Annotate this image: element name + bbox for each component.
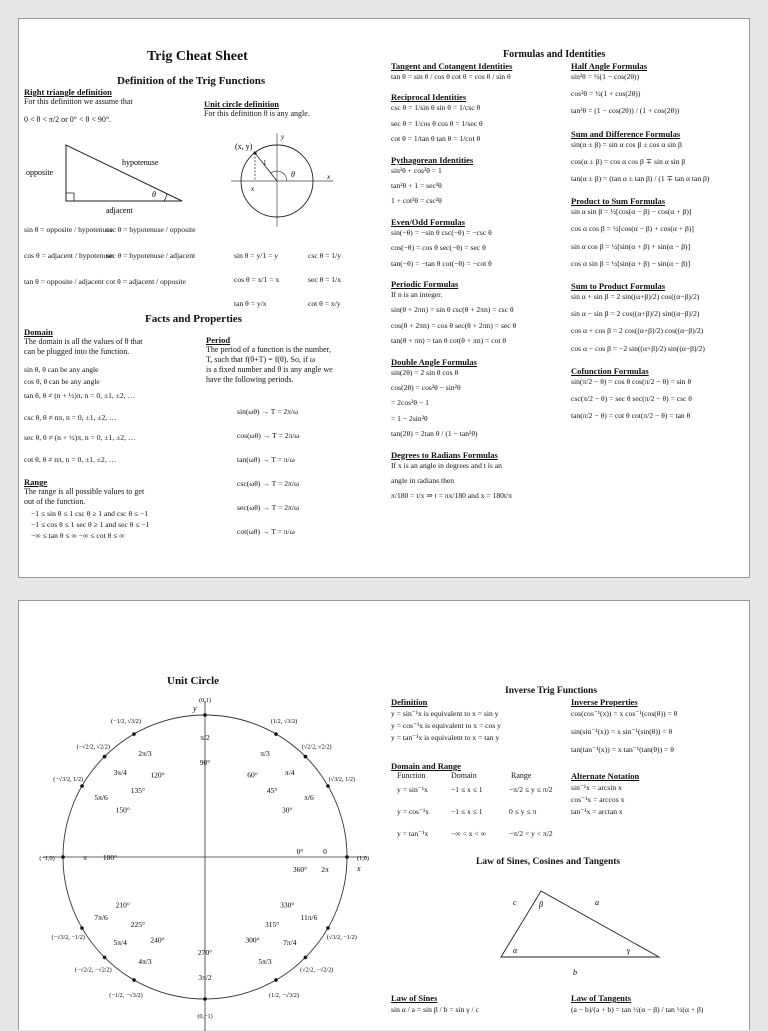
formula-section-heading: Cofunction Formulas — [571, 365, 649, 376]
right-triangle-condition: 0 < θ < π/2 or 0° < θ < 90°. — [24, 115, 112, 124]
unit-circle-point — [304, 956, 308, 960]
domain-text-1: The domain is all the values of θ that — [24, 337, 143, 346]
coordinate-label: (√3/2, 1/2) — [328, 776, 356, 783]
unit-circle-small-diagram — [227, 129, 337, 229]
formula-section-heading: Sum to Product Formulas — [571, 281, 666, 291]
period-heading: Period — [206, 335, 231, 345]
formula-line: angle in radians then — [391, 476, 455, 485]
domain-range-cell: −∞ < x < ∞ — [451, 829, 487, 838]
formula-line: tan(α ± β) = (tan α ± tan β) / (1 ∓ tan α tan β) — [571, 174, 710, 183]
coordinate-label: (1,0) — [357, 855, 369, 862]
period-line: cot(ωθ) → T = π/ω — [237, 527, 295, 536]
law-of-sines-heading: Law of Sines — [391, 993, 438, 1003]
formula-line: tan(θ + πn) = tan θ cot(θ + πn) = cot θ — [391, 336, 507, 346]
svg-text:β: β — [539, 900, 543, 909]
coordinate-label: (√3/2, −1/2) — [326, 934, 357, 941]
formula-tan: tan θ = opposite / adjacent — [24, 277, 104, 286]
svg-text:y: y — [281, 133, 285, 141]
svg-text:θ: θ — [291, 170, 295, 179]
formula-section-heading: Tangent and Cotangent Identities — [391, 61, 513, 71]
coordinate-label: (−1/2, −√3/2) — [109, 991, 143, 999]
domain-line: tan θ, θ ≠ (n + ½)π, n = 0, ±1, ±2, … — [24, 391, 136, 400]
page-title: Trig Cheat Sheet — [147, 49, 248, 64]
range-text: out of the function. — [24, 497, 86, 506]
domain-line: sec θ, θ ≠ (n + ½)π, n = 0, ±1, ±2, … — [24, 433, 136, 442]
radian-label: 4π/3 — [138, 956, 152, 966]
coordinate-label: (√2/2, √2/2) — [301, 743, 332, 751]
inverse-def-line: y = sin⁻¹x is equivalent to x = sin y — [391, 709, 499, 718]
formula-line: tan(−θ) = −tan θ cot(−θ) = −cot θ — [391, 258, 492, 268]
formula-line: cos²θ = ½(1 + cos(2θ)) — [571, 89, 641, 99]
formula-line: tan θ = sin θ / cos θ cot θ = cos θ / sin θ — [391, 72, 511, 81]
period-line: csc(ωθ) → T = 2π/ω — [237, 479, 299, 488]
formula-line: tan²θ = (1 − cos(2θ)) / (1 + cos(2θ)) — [571, 106, 680, 116]
inverse-properties-heading: Inverse Properties — [571, 697, 638, 707]
theta-label: θ — [152, 190, 156, 199]
formula-section-heading: Product to Sum Formulas — [571, 196, 666, 207]
formula-line: cos(2θ) = cos²θ − sin²θ — [391, 383, 461, 392]
degree-label: 270° — [197, 948, 213, 957]
unit-circle-point — [203, 713, 207, 717]
range-heading: Range — [24, 477, 48, 487]
dr-col-function: Function — [397, 771, 426, 780]
law-of-sines: sin α / a = sin β / b = sin γ / c — [391, 1005, 479, 1014]
inverse-prop-line: cos(cos⁻¹(x)) = x cos⁻¹(cos(θ)) = θ — [571, 709, 678, 718]
cheat-sheet-page-2 — [18, 600, 750, 1030]
facts-heading: Facts and Properties — [145, 313, 242, 325]
formula-line: tan²θ + 1 = sec²θ — [391, 181, 442, 190]
degree-label: 240° — [150, 935, 165, 945]
range-line: −1 ≤ sin θ ≤ 1 csc θ ≥ 1 and csc θ ≤ −1 — [31, 509, 149, 518]
period-text: have the following periods. — [206, 375, 294, 384]
degree-label: 135° — [130, 785, 145, 795]
degree-label: 210° — [115, 900, 130, 910]
formula-line: tan(2θ) = 2tan θ / (1 − tan²θ) — [391, 429, 478, 439]
coordinate-label: (−√3/2, −1/2) — [51, 934, 85, 941]
unit-circle-point — [345, 855, 349, 859]
radian-label: π/4 — [285, 768, 295, 778]
domain-range-cell: −π/2 < y < π/2 — [509, 829, 553, 838]
unit-circle-point — [103, 956, 107, 960]
domain-heading: Domain — [24, 327, 53, 337]
formula-line: sin²θ = ½(1 − cos(2θ)) — [571, 72, 640, 81]
formula-line: cos α cos β = ½[cos(α − β) + cos(α + β)] — [571, 224, 694, 234]
domain-range-cell: 0 ≤ y ≤ π — [509, 807, 537, 816]
formula-section-heading: Sum and Difference Formulas — [571, 128, 681, 139]
domain-text-2: can be plugged into the function. — [24, 347, 130, 356]
formula-cos: cos θ = adjacent / hypotenuse — [24, 251, 114, 260]
unit-circle-point — [80, 926, 84, 930]
formula-line: If x is an angle in degrees and t is an — [391, 460, 502, 470]
formula-section-heading: Even/Odd Formulas — [391, 216, 465, 227]
degree-label: 180° — [102, 853, 118, 862]
formula-line: sin α + sin β = 2 sin((α+β)/2) cos((α−β)/2) — [571, 292, 700, 301]
formula-line: tan(π/2 − θ) = cot θ cot(π/2 − θ) = tan θ — [571, 411, 691, 421]
formula-line: cos α sin β = ½[sin(α + β) − sin(α − β)] — [571, 258, 691, 268]
degree-label: 150° — [115, 805, 130, 815]
unit-circle-point — [132, 732, 136, 736]
inverse-prop-line: sin(sin⁻¹(x)) = x sin⁻¹(sin(θ)) = θ — [571, 727, 673, 736]
formula-line: If n is an integer. — [391, 290, 443, 299]
degree-label: 300° — [245, 935, 260, 945]
coordinate-label: (−√2/2, √2/2) — [76, 743, 110, 751]
formula-line: sin α cos β = ½[sin(α + β) + sin(α − β)] — [571, 241, 691, 251]
range-line: −1 ≤ cos θ ≤ 1 sec θ ≥ 1 and sec θ ≤ −1 — [31, 520, 150, 529]
formula-line: cos α − cos β = −2 sin((α+β)/2) sin((α−β)/2) — [571, 343, 705, 353]
definition-heading: Definition of the Trig Functions — [117, 75, 266, 87]
degree-label: 0° — [296, 847, 304, 856]
svg-text:c: c — [513, 898, 517, 907]
radian-label: π/6 — [304, 793, 314, 802]
formulas-heading: Formulas and Identities — [503, 49, 606, 60]
svg-text:(x, y): (x, y) — [235, 142, 253, 151]
uc-cot: cot θ = x/y — [308, 299, 341, 308]
period-line: sin(ωθ) → T = 2π/ω — [237, 407, 299, 416]
period-text: The period of a function is the number, — [206, 345, 331, 354]
svg-text:x: x — [327, 173, 331, 181]
degree-label: 330° — [280, 900, 295, 910]
domain-line: csc θ, θ ≠ nπ, n = 0, ±1, ±2, … — [24, 413, 117, 422]
formula-line: cos(α ± β) = cos α cos β ∓ sin α sin β — [571, 156, 686, 166]
formula-section-heading: Double Angle Formulas — [391, 356, 477, 367]
unit-circle-point — [326, 926, 330, 930]
formula-line: cos α + cos β = 2 cos((α+β)/2) cos((α−β)/2) — [571, 326, 704, 336]
formula-line: sin α − sin β = 2 cos((α+β)/2) sin((α−β)/2) — [571, 309, 700, 319]
formula-line: sin α sin β = ½[cos(α − β) − cos(α + β)] — [571, 207, 692, 217]
unit-circle-point — [274, 732, 278, 736]
adjacent-label: adjacent — [106, 206, 133, 215]
domain-range-cell: y = cos⁻¹x — [397, 807, 430, 816]
radian-label: 5π/4 — [113, 937, 127, 947]
formula-section-heading: Half Angle Formulas — [571, 61, 648, 71]
radian-label: 2π — [321, 865, 329, 874]
unit-circle-point — [80, 784, 84, 788]
coordinate-label: (−1,0) — [39, 855, 55, 862]
hypotenuse-label: hypotenuse — [122, 158, 159, 167]
inverse-def-line: y = tan⁻¹x is equivalent to x = tan y — [391, 733, 500, 742]
coordinate-label: (1/2, −√3/2) — [269, 991, 299, 999]
formula-line: π/180 = t/x ⇒ t = πx/180 and x = 180t/π — [391, 491, 512, 501]
inverse-heading: Inverse Trig Functions — [505, 686, 598, 696]
formula-line: cos(−θ) = cos θ sec(−θ) = sec θ — [391, 243, 486, 253]
law-of-tangents: (a − b)/(a + b) = tan ½(α − β) / tan ½(α + β) — [571, 1005, 704, 1014]
radian-label: 0 — [323, 847, 327, 856]
period-text: is a fixed number and θ is any angle we — [206, 365, 333, 374]
right-triangle-intro: For this definition we assume that — [24, 97, 133, 106]
coordinate-label: (0,−1) — [197, 1013, 213, 1020]
unit-circle-point — [61, 855, 65, 859]
domain-line: sin θ, θ can be any angle — [24, 365, 99, 374]
formula-line: sin(θ + 2πn) = sin θ csc(θ + 2πn) = csc θ — [391, 305, 514, 315]
inverse-def-line: y = cos⁻¹x is equivalent to x = cos y — [391, 721, 501, 730]
domain-line: cot θ, θ ≠ nπ, n = 0, ±1, ±2, … — [24, 455, 117, 464]
unit-circle-def-heading: Unit circle definition — [204, 99, 279, 109]
unit-circle-point — [274, 978, 278, 982]
formula-section-heading: Pythagorean Identities — [391, 154, 474, 165]
laws-heading: Law of Sines, Cosines and Tangents — [476, 857, 621, 867]
formula-cot: cot θ = adjacent / opposite — [106, 277, 186, 286]
degree-label: 60° — [247, 770, 258, 780]
degree-label: 45° — [266, 785, 278, 795]
formula-line: cot θ = 1/tan θ tan θ = 1/cot θ — [391, 134, 481, 144]
right-triangle-diagram — [24, 137, 204, 217]
formula-line: sin(−θ) = −sin θ csc(−θ) = −csc θ — [391, 227, 492, 237]
radian-label: 2π/3 — [138, 749, 152, 759]
domain-range-cell: −1 ≤ x ≤ 1 — [451, 807, 483, 816]
radian-label: 3π/2 — [198, 973, 212, 982]
period-line: tan(ωθ) → T = π/ω — [237, 455, 295, 464]
domain-range-cell: −1 ≤ x ≤ 1 — [451, 785, 483, 794]
radian-label: 5π/3 — [258, 956, 272, 966]
radian-label: 3π/4 — [113, 768, 127, 778]
uc-sec: sec θ = 1/x — [308, 275, 342, 284]
formula-line: sec θ = 1/cos θ cos θ = 1/sec θ — [391, 118, 483, 128]
coordinate-label: (−1/2, √3/2) — [111, 718, 141, 726]
radian-label: π/2 — [200, 733, 210, 742]
degree-label: 315° — [265, 920, 280, 930]
domain-range-heading: Domain and Range — [391, 761, 461, 771]
formula-line: sin(2θ) = 2 sin θ cos θ — [391, 367, 459, 377]
law-of-tangents-heading: Law of Tangents — [571, 993, 631, 1003]
svg-text:b: b — [573, 968, 577, 975]
uc-sin: sin θ = y/1 = y — [234, 251, 279, 260]
unit-circle-point — [203, 997, 207, 1001]
formula-line: csc(π/2 − θ) = sec θ sec(π/2 − θ) = csc θ — [571, 394, 692, 403]
formula-line: sin(π/2 − θ) = cos θ cos(π/2 − θ) = sin θ — [571, 376, 692, 386]
radian-label: π/3 — [260, 749, 270, 759]
oblique-triangle-diagram — [489, 875, 669, 975]
degree-label: 360° — [292, 865, 308, 874]
unit-circle-point — [132, 978, 136, 982]
inverse-prop-line: tan(tan⁻¹(x)) = x tan⁻¹(tan(θ)) = θ — [571, 745, 674, 754]
uc-tan: tan θ = y/x — [234, 299, 267, 308]
formula-sin: sin θ = opposite / hypotenuse — [24, 225, 113, 234]
radian-label: 11π/6 — [300, 913, 318, 922]
domain-range-cell: −π/2 ≤ y ≤ π/2 — [509, 785, 553, 794]
y-axis-label: y — [193, 704, 197, 713]
alt-line: cos⁻¹x = arccos x — [571, 795, 625, 804]
dr-col-domain: Domain — [451, 771, 477, 780]
range-line: −∞ ≤ tan θ ≤ ∞ −∞ ≤ cot θ ≤ ∞ — [31, 531, 125, 540]
unit-circle-def-intro: For this definition θ is any angle. — [204, 109, 310, 118]
coordinate-label: (−√2/2, −√2/2) — [74, 966, 112, 974]
formula-sec: sec θ = hypotenuse / adjacent — [106, 251, 196, 260]
unit-circle-title: Unit Circle — [167, 675, 220, 687]
degree-label: 120° — [150, 770, 165, 780]
svg-text:a: a — [595, 898, 599, 907]
unit-circle-point — [326, 784, 330, 788]
formula-line: 1 + cot²θ = csc²θ — [391, 196, 442, 206]
x-axis-label: x — [357, 864, 361, 873]
formula-csc: csc θ = hypotenuse / opposite — [106, 225, 196, 234]
coordinate-label: (1/2, √3/2) — [270, 718, 298, 726]
formula-line: = 1 − 2sin²θ — [391, 413, 428, 423]
domain-range-cell: y = tan⁻¹x — [397, 829, 429, 838]
domain-range-cell: y = sin⁻¹x — [397, 785, 428, 794]
unit-circle-diagram — [33, 697, 373, 1031]
unit-circle-point — [103, 755, 107, 759]
coordinate-label: (√2/2, −√2/2) — [300, 966, 334, 974]
period-line: cos(ωθ) → T = 2π/ω — [237, 431, 300, 440]
inverse-definition-heading: Definition — [391, 697, 428, 707]
cheat-sheet-page-1 — [18, 18, 750, 578]
coordinate-label: (−√3/2, 1/2) — [53, 776, 84, 783]
svg-text:α: α — [513, 946, 518, 955]
svg-text:x: x — [251, 185, 255, 193]
degree-label: 225° — [130, 920, 145, 930]
alternate-notation-heading: Alternate Notation — [571, 771, 640, 781]
svg-text:1: 1 — [263, 159, 267, 167]
period-line: sec(ωθ) → T = 2π/ω — [237, 503, 299, 512]
svg-text:γ: γ — [627, 946, 631, 955]
formula-section-heading: Degrees to Radians Formulas — [391, 449, 498, 460]
alt-line: sin⁻¹x = arcsin x — [571, 783, 622, 792]
radian-label: 7π/6 — [94, 913, 108, 922]
range-text: The range is all possible values to get — [24, 487, 145, 496]
formula-line: cos(θ + 2πn) = cos θ sec(θ + 2πn) = sec θ — [391, 320, 517, 330]
period-text: T, such that f(θ+T) = f(θ). So, if ω — [206, 355, 316, 364]
alt-line: tan⁻¹x = arctan x — [571, 807, 623, 816]
uc-csc: csc θ = 1/y — [308, 251, 342, 260]
opposite-label: opposite — [26, 168, 54, 177]
degree-label: 90° — [199, 758, 211, 767]
formula-line: = 2cos²θ − 1 — [391, 398, 429, 408]
dr-col-range: Range — [511, 771, 532, 780]
domain-line: cos θ, θ can be any angle — [24, 377, 100, 386]
formula-line: sin(α ± β) = sin α cos β ± cos α sin β — [571, 139, 682, 149]
radian-label: 7π/4 — [283, 937, 297, 947]
uc-cos: cos θ = x/1 = x — [234, 275, 280, 284]
formula-line: sin²θ + cos²θ = 1 — [391, 165, 442, 175]
formula-line: csc θ = 1/sin θ sin θ = 1/csc θ — [391, 103, 481, 113]
radian-label: 5π/6 — [94, 793, 108, 802]
right-triangle-heading: Right triangle definition — [24, 87, 112, 97]
radian-label: π — [83, 853, 87, 862]
degree-label: 30° — [282, 805, 293, 815]
formula-section-heading: Reciprocal Identities — [391, 92, 467, 103]
formula-section-heading: Periodic Formulas — [391, 279, 459, 289]
coordinate-label: (0,1) — [199, 697, 211, 704]
unit-circle-point — [304, 755, 308, 759]
